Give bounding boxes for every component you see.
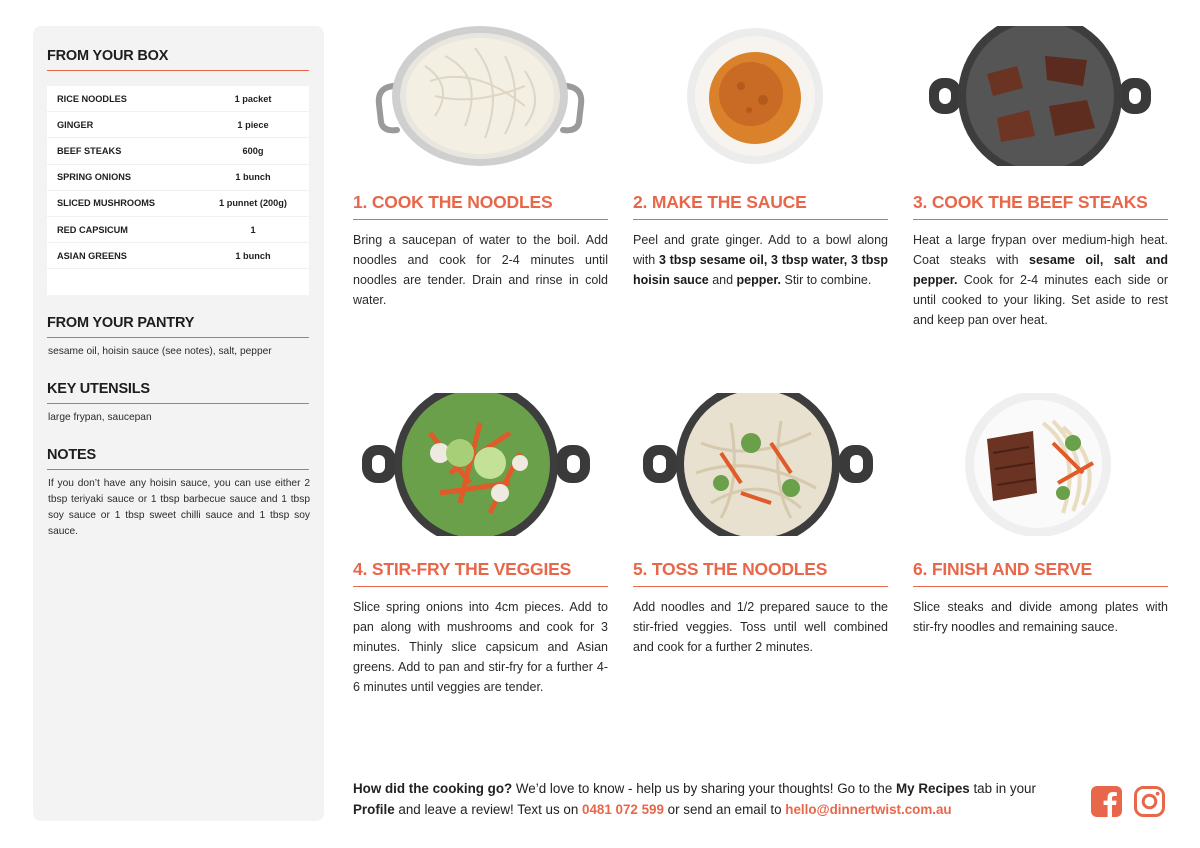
ingredient-qty: 1 piece bbox=[237, 119, 269, 130]
step-body-text: Peel and grate ginger. Add to a bowl along with bbox=[633, 233, 888, 267]
step-body-emphasis: pepper. bbox=[736, 273, 782, 287]
step-title: 4. STIR-FRY THE VEGGIES bbox=[353, 559, 608, 587]
sauce-bowl-photo bbox=[685, 26, 825, 166]
ingredient-qty: 1 bunch bbox=[235, 250, 271, 261]
footer-text: We’d love to know - help us by sharing your thoughts! Go to the bbox=[512, 781, 897, 796]
step-body-text: Heat a large frypan over medium-high heat. Coat steaks with bbox=[913, 233, 1168, 267]
instagram-icon[interactable] bbox=[1134, 786, 1165, 817]
ingredient-name: SPRING ONIONS bbox=[57, 172, 132, 183]
step-body-emphasis: 3 tbsp sesame oil, 3 tbsp water, 3 tbsp hoisin sauce bbox=[633, 253, 889, 287]
ingredient-name: BEEF STEAKS bbox=[57, 145, 122, 156]
step-title: 5. TOSS THE NOODLES bbox=[633, 559, 888, 587]
facebook-icon[interactable] bbox=[1091, 786, 1122, 817]
step-body bbox=[633, 230, 888, 290]
ingredient-name: SLICED MUSHROOMS bbox=[57, 198, 156, 209]
step-body bbox=[913, 230, 1168, 330]
step-body-text: Cook for 2-4 minutes each side or until cooked to your liking. Set aside to rest and keep pan over heat. bbox=[913, 273, 1168, 327]
step-body-text: Bring a saucepan of water to the boil. Add noodles and cook for 2-4 minutes until noodles are tender. Drain and rinse in cold water. bbox=[353, 233, 608, 307]
ingredient-row bbox=[47, 112, 309, 138]
step-body-text: and bbox=[708, 273, 737, 287]
frypan-veggies-photo bbox=[360, 393, 592, 536]
notes-heading: NOTES bbox=[47, 447, 309, 470]
utensils-heading: KEY UTENSILS bbox=[47, 381, 309, 404]
footer-text: or send an email to bbox=[663, 801, 786, 817]
frypan-noodles-photo bbox=[641, 393, 875, 536]
step-title: 2. MAKE THE SAUCE bbox=[633, 192, 888, 220]
step-body-text: Add noodles and 1/2 prepared sauce to the stir-fried veggies. Toss until well combined and cook for a further 2 minutes. bbox=[633, 600, 888, 654]
footer-text: tab in your bbox=[969, 781, 1036, 796]
plated-dish-photo bbox=[963, 393, 1113, 536]
my-recipes-link[interactable]: My Recipes bbox=[896, 781, 970, 796]
box-ingredients-table bbox=[47, 86, 309, 295]
ingredient-row bbox=[47, 86, 309, 112]
step-body-text: Slice steaks and divide among plates with stir-fry noodles and remaining sauce. bbox=[913, 600, 1168, 634]
step-title: 3. COOK THE BEEF STEAKS bbox=[913, 192, 1168, 220]
ingredient-name: RED CAPSICUM bbox=[57, 224, 128, 235]
ingredient-qty: 1 punnet (200g) bbox=[219, 198, 287, 209]
ingredient-qty: 600g bbox=[242, 145, 264, 156]
frypan-beef-photo bbox=[927, 26, 1153, 166]
email-link[interactable]: hello@dinnertwist.com.au bbox=[785, 801, 952, 817]
notes-text: If you don’t have any hoisin sauce, you can use either 2 tbsp teriyaki sauce or 1 tbsp barbecue sauce and 1 tbsp soy sauce or 1 tbsp sweet chilli sauce and 1 tbsp soy sauce. bbox=[48, 478, 310, 537]
step-body bbox=[633, 597, 888, 657]
ingredient-row bbox=[47, 138, 309, 164]
pantry-heading: FROM YOUR PANTRY bbox=[47, 315, 309, 338]
ingredient-row bbox=[47, 243, 309, 269]
pantry-text: sesame oil, hoisin sauce (see notes), salt, pepper bbox=[48, 346, 272, 357]
step-body bbox=[913, 597, 1168, 637]
ingredient-qty: 1 bunch bbox=[235, 172, 271, 183]
ingredient-qty: 1 packet bbox=[234, 93, 272, 104]
ingredient-row bbox=[47, 191, 309, 217]
review-footer bbox=[353, 779, 1073, 820]
utensils-text: large frypan, saucepan bbox=[48, 412, 152, 423]
saucepan-noodles-photo bbox=[375, 26, 585, 166]
step-body bbox=[353, 597, 608, 697]
step-body-text: Slice spring onions into 4cm pieces. Add to pan along with mushrooms and cook for 3 minutes. Thinly slice capsicum and Asian greens. Add to pan and stir-fry for a further 4-6 minutes until veggies are tender. bbox=[353, 600, 608, 694]
step-title: 1. COOK THE NOODLES bbox=[353, 192, 608, 220]
footer-question: How did the cooking go? bbox=[353, 781, 513, 796]
ingredients-sidebar bbox=[33, 26, 324, 821]
step-body-text: Stir to combine. bbox=[781, 273, 872, 287]
profile-link[interactable]: Profile bbox=[353, 801, 395, 817]
step-body bbox=[353, 230, 608, 310]
phone-number[interactable]: 0481 072 599 bbox=[582, 801, 664, 817]
footer-text: and leave a review! Text us on bbox=[394, 801, 583, 817]
ingredient-qty: 1 bbox=[250, 224, 256, 235]
ingredient-name: RICE NOODLES bbox=[57, 93, 127, 104]
step-title: 6. FINISH AND SERVE bbox=[913, 559, 1168, 587]
ingredient-row bbox=[47, 165, 309, 191]
step-body-emphasis: sesame oil, salt and pepper. bbox=[913, 253, 1168, 287]
ingredient-name: ASIAN GREENS bbox=[57, 250, 127, 261]
box-heading: FROM YOUR BOX bbox=[47, 48, 309, 71]
ingredient-row bbox=[47, 217, 309, 243]
ingredient-name: GINGER bbox=[57, 119, 94, 130]
